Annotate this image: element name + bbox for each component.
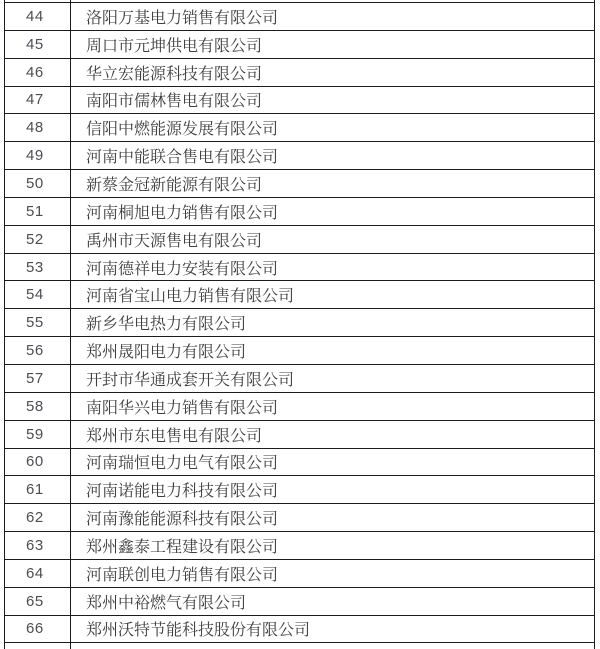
table-row	[5, 337, 594, 365]
company-name-cell: 郑州鑫泰工程建设有限公司	[86, 538, 279, 556]
table-row	[5, 365, 594, 393]
company-name-cell: 华立宏能源科技有限公司	[86, 65, 263, 83]
row-number-cell: 55	[5, 309, 71, 336]
row-number-cell: 65	[5, 588, 71, 615]
company-name-cell: 河南诺能电力科技有限公司	[86, 483, 279, 501]
table-row	[5, 3, 594, 31]
table-row	[5, 59, 594, 87]
row-number-cell: 57	[5, 365, 71, 392]
table-row	[5, 170, 594, 198]
row-number-cell: 56	[5, 337, 71, 364]
company-name-cell: 南阳市儒林售电有限公司	[86, 93, 263, 111]
row-number-cell: 48	[5, 114, 71, 141]
company-name-cell: 河南德祥电力安装有限公司	[86, 260, 279, 278]
company-name-cell: 洛阳万基电力销售有限公司	[86, 9, 279, 27]
table-row	[5, 31, 594, 59]
table-row	[5, 114, 594, 142]
table-row	[5, 142, 594, 170]
row-number-cell	[5, 643, 71, 649]
company-name-cell: 河南联创电力销售有限公司	[86, 566, 279, 584]
row-number-cell: 62	[5, 504, 71, 531]
table-row	[5, 588, 594, 616]
row-number-cell: 52	[5, 226, 71, 253]
company-name-cell: 郑州沃特节能科技股份有限公司	[86, 622, 311, 640]
table-row	[5, 532, 594, 560]
table-row	[5, 616, 594, 644]
row-number-cell: 46	[5, 59, 71, 86]
row-number-cell: 63	[5, 532, 71, 559]
table-row	[5, 281, 594, 309]
table-row	[5, 393, 594, 421]
table-row	[5, 476, 594, 504]
table-row-partial-bottom	[5, 643, 594, 649]
row-number-cell	[5, 0, 71, 2]
company-name-cell: 禹州市天源售电有限公司	[86, 232, 263, 250]
row-number-cell: 58	[5, 393, 71, 420]
company-name-cell: 河南省宝山电力销售有限公司	[86, 288, 295, 306]
company-name-cell: 南阳华兴电力销售有限公司	[86, 399, 279, 417]
table-row	[5, 226, 594, 254]
company-name-cell: 河南中能联合售电有限公司	[86, 149, 279, 167]
table-row	[5, 87, 594, 115]
row-number-cell: 60	[5, 449, 71, 476]
row-number-cell: 49	[5, 142, 71, 169]
row-number-cell: 45	[5, 31, 71, 58]
table-row	[5, 198, 594, 226]
company-name-cell: 郑州晟阳电力有限公司	[86, 344, 247, 362]
row-number-cell: 61	[5, 476, 71, 503]
company-name-cell: 河南豫能能源科技有限公司	[86, 511, 279, 529]
table-row	[5, 504, 594, 532]
table-row	[5, 254, 594, 282]
company-name-cell	[71, 0, 594, 2]
row-number-cell: 47	[5, 87, 71, 114]
table-row	[5, 421, 594, 449]
company-name-cell: 信阳中燃能源发展有限公司	[86, 121, 279, 139]
company-name-cell: 周口市元坤供电有限公司	[86, 37, 263, 55]
company-name-cell: 河南桐旭电力销售有限公司	[86, 204, 279, 222]
row-number-cell: 54	[5, 281, 71, 308]
company-name-cell	[71, 643, 594, 649]
row-number-cell: 53	[5, 254, 71, 281]
row-number-cell: 51	[5, 198, 71, 225]
company-name-cell: 开封市华通成套开关有限公司	[86, 371, 295, 389]
company-name-cell: 河南瑞恒电力电气有限公司	[86, 455, 279, 473]
company-name-cell: 新蔡金冠新能源有限公司	[86, 176, 263, 194]
row-number-cell: 64	[5, 560, 71, 587]
row-number-cell: 66	[5, 616, 71, 643]
company-name-cell: 新乡华电热力有限公司	[86, 316, 247, 334]
table-row	[5, 309, 594, 337]
row-number-cell: 44	[5, 3, 71, 30]
company-name-cell: 郑州市东电售电有限公司	[86, 427, 263, 445]
table-row	[5, 560, 594, 588]
row-number-cell: 59	[5, 421, 71, 448]
company-table	[4, 0, 595, 649]
row-number-cell: 50	[5, 170, 71, 197]
table-row	[5, 449, 594, 477]
company-name-cell: 郑州中裕燃气有限公司	[86, 594, 247, 612]
